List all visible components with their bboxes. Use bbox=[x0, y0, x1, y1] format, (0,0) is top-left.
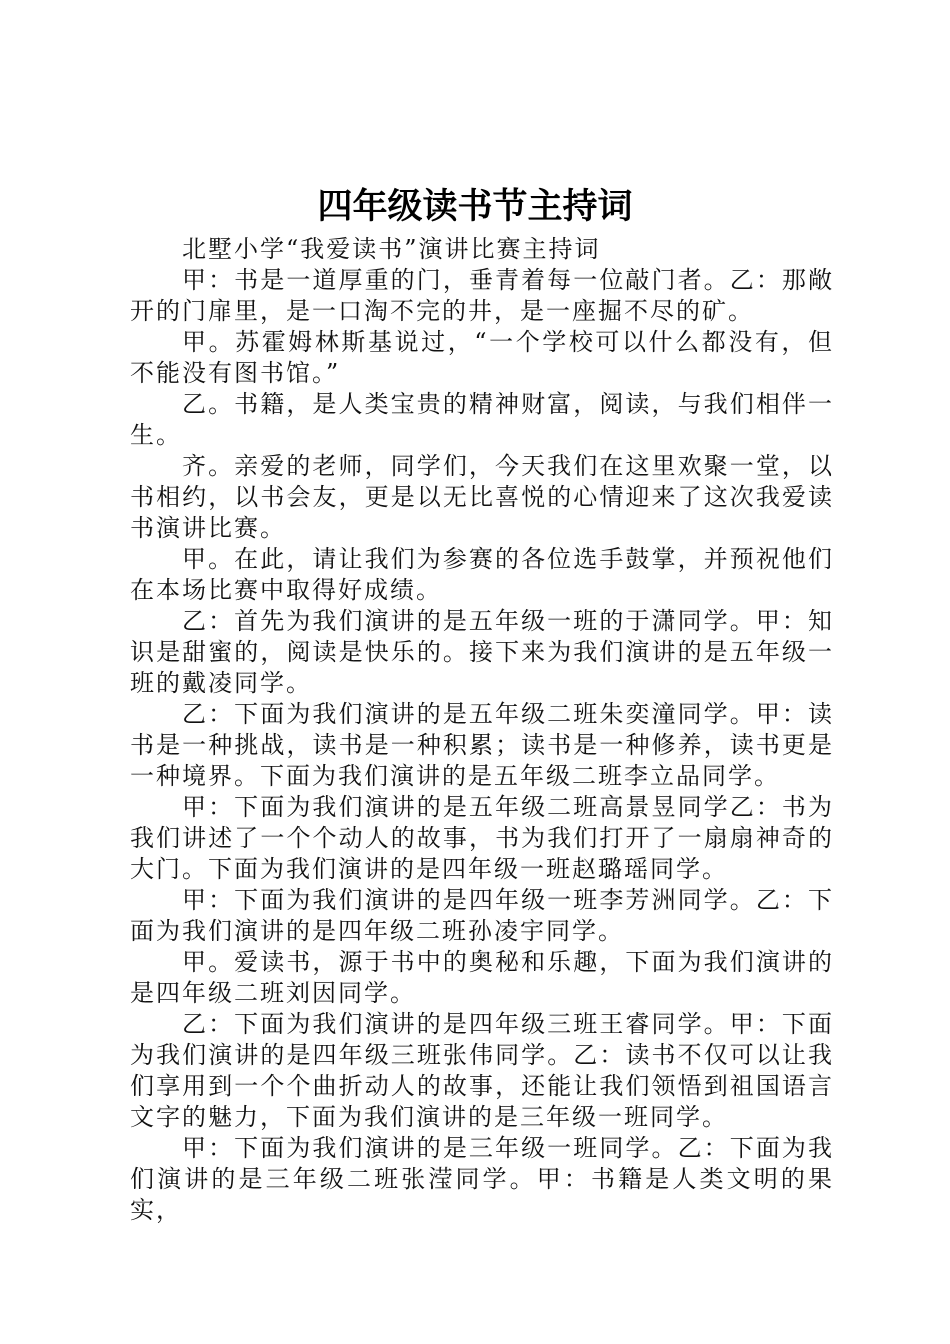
paragraph: 乙：下面为我们演讲的是四年级三班王睿同学。甲：下面为我们演讲的是四年级三班张伟同学。乙：读书不仅可以让我们享用到一个个曲折动人的故事，还能让我们领悟到祖国语言文字的魅力，下面为我们演讲的是三年级一班同学。 bbox=[130, 1010, 834, 1131]
paragraph: 乙。书籍，是人类宝贵的精神财富，阅读，与我们相伴一生。 bbox=[130, 390, 834, 449]
paragraph: 甲：下面为我们演讲的是四年级一班李芳洲同学。乙：下面为我们演讲的是四年级二班孙凌宇同学。 bbox=[130, 886, 834, 945]
paragraph: 甲：书是一道厚重的门，垂青着每一位敲门者。乙：那敞开的门扉里，是一口淘不完的井，是一座掘不尽的矿。 bbox=[130, 266, 834, 325]
paragraph-subtitle: 北墅小学“我爱读书”演讲比赛主持词 bbox=[182, 235, 601, 263]
paragraph: 甲。爱读书，源于书中的奥秘和乐趣，下面为我们演讲的是四年级二班刘因同学。 bbox=[130, 948, 834, 1007]
paragraph: 甲：下面为我们演讲的是五年级二班高景昱同学乙：书为我们讲述了一个个动人的故事，书为我们打开了一扇扇神奇的大门。下面为我们演讲的是四年级一班赵璐瑶同学。 bbox=[130, 793, 834, 883]
paragraph: 乙：首先为我们演讲的是五年级一班的于潇同学。甲：知识是甜蜜的，阅读是快乐的。接下来为我们演讲的是五年级一班的戴凌同学。 bbox=[130, 607, 834, 697]
paragraph: 甲：下面为我们演讲的是三年级一班同学。乙：下面为我们演讲的是三年级二班张滢同学。甲：书籍是人类文明的果实， bbox=[130, 1134, 834, 1224]
document-title: 四年级读书节主持词 bbox=[317, 186, 633, 227]
paragraph: 甲。在此，请让我们为参赛的各位选手鼓掌，并预祝他们在本场比赛中取得好成绩。 bbox=[130, 545, 834, 604]
paragraph: 齐。亲爱的老师，同学们，今天我们在这里欢聚一堂，以书相约，以书会友，更是以无比喜悦的心情迎来了这次我爱读书演讲比赛。 bbox=[130, 452, 834, 542]
document-body bbox=[130, 234, 834, 1226]
paragraph: 乙：下面为我们演讲的是五年级二班朱奕潼同学。甲：读书是一种挑战，读书是一种积累；读书是一种修养，读书更是一种境界。下面为我们演讲的是五年级二班李立品同学。 bbox=[130, 700, 834, 790]
paragraph: 甲。苏霍姆林斯基说过，“一个学校可以什么都没有，但不能没有图书馆。” bbox=[130, 328, 834, 387]
